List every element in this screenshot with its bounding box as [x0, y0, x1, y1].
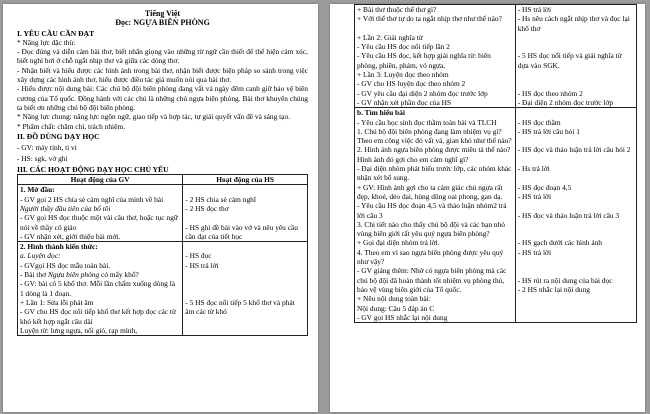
cell-line: - HS trả lời: [185, 260, 219, 270]
cell-line: 1. Mở đầu:: [20, 185, 55, 195]
cell-line: [518, 201, 634, 210]
cell-line: [357, 24, 513, 33]
cell-line: - 5 HS đọc nối tiếp 5 khổ thơ và phát âm các từ khó: [185, 297, 295, 317]
teacher-activity-cell: [355, 108, 516, 323]
cell-line: + GV: Hình ảnh gợi cho ta cảm giác chú ngựa rất đẹp, khoẻ, dẻo dai, hùng dũng oai phong, gan dạ.: [357, 182, 503, 201]
cell-line: - 2 HS đọc thơ: [185, 203, 229, 213]
cell-line: [185, 279, 305, 288]
student-activity-cell: [515, 108, 636, 323]
cell-line: [518, 33, 634, 42]
cell-line: - HS đọc: [185, 251, 212, 261]
cell-line: - GV nhận xét phần đọc của HS: [357, 97, 452, 107]
cell-line: - Yêu cầu HS đọc nối tiếp lần 2: [357, 42, 450, 52]
teacher-activity-cell: [18, 242, 183, 336]
cell-line: - HS đọc và thảo luận trả lời câu 3: [517, 210, 620, 220]
column-header-student: Hoạt động của HS: [183, 175, 308, 185]
cell-line: - HS trả lời: [517, 247, 551, 257]
cell-line: [518, 220, 634, 229]
objective-bullet: - Đọc đúng và diễn cảm bài thơ, biết nhấn giọng vào những từ ngữ cần thiết để thể hiện cảm xúc, biết nghỉ hơi ở chỗ ngắt nhịp thơ và giữa các dòng thơ.: [17, 47, 308, 66]
cell-line: - HS trả lời: [517, 5, 551, 14]
cell-line: 2. Hình ảnh ngựa biên phòng được miêu tả thế nào? Hình ảnh đó gợi cho em cảm nghĩ gì?: [357, 145, 511, 164]
table-row: [355, 5, 637, 108]
cell-line: - HS đọc thầm: [517, 117, 561, 127]
cell-line: 2. Hình thành kiến thức:: [20, 242, 98, 252]
qualities: * Phẩm chất: chăm chỉ, trách nhiệm.: [17, 121, 125, 131]
cell-line: 4. Theo em vì sao ngựa biên phòng được yêu quý như vậy?: [357, 247, 504, 267]
cell-line: + Gọi đại diện nhóm trả lời.: [357, 238, 440, 248]
cell-line: - GV gọi HS đọc thuộc một vài câu thơ, hoặc tục ngữ nói về thầy cô giáo: [20, 213, 178, 232]
cell-line: b. Tìm hiểu bài: [357, 108, 405, 118]
lesson-title: Đọc: NGỰA BIÊN PHÒNG: [115, 18, 210, 28]
subject-heading: Tiếng Việt: [144, 9, 181, 18]
cell-line: [518, 70, 634, 79]
table-row: [355, 108, 637, 323]
cell-line: - Yêu cầu HS đọc, kết hợp giải nghĩa từ: biên phòng, phiên, phảm, vó ngựa,: [357, 51, 491, 70]
cell-line: - Đại diện 2 nhóm đọc trước lớp: [517, 97, 614, 107]
cell-line: - 2 HS chia sẻ cảm nghĩ: [185, 194, 256, 204]
cell-line: - HS đọc đoạn 4,5: [517, 182, 572, 192]
cell-line: [518, 108, 634, 117]
cell-line: - HS đọc và thảo luận trả lời câu hỏi 2: [517, 145, 631, 155]
general-competence: * Năng lực chung: năng lực ngôn ngữ, giao tiếp và hợp tác, tự giải quyết vấn đề và sáng tạo.: [17, 112, 290, 122]
cell-line: - GV giảng thêm: Nhờ có ngựa biên phòng mà các chú bộ đội đã hoàn thành tốt nhiệm vụ phòng thủ, bảo vệ vùng biên giới của Tổ quốc.: [357, 266, 507, 294]
cell-line: - 2 HS nhắc lại nội dung: [517, 284, 590, 294]
activities-table: [17, 174, 308, 336]
competence-heading: * Năng lực đặc thù:: [17, 37, 76, 47]
equipment-item: - GV: máy tính, ti vi: [17, 143, 77, 153]
cell-line: Luyện từ: lưng ngựa, nối gió, rạp mình,: [20, 325, 138, 335]
cell-line: - HS trả lời câu hỏi 1: [517, 126, 580, 136]
student-activity-cell: [183, 242, 308, 336]
cell-line: [518, 257, 634, 266]
cell-line: [185, 213, 305, 222]
section-equipment-heading: II. ĐỒ DÙNG DẠY HỌC: [17, 131, 100, 141]
cell-line: [185, 270, 305, 279]
table-header-row: [18, 175, 308, 185]
cell-line: - HS ghi đề bài vào vở và nêu yêu cầu cần đạt của tiết học: [185, 222, 298, 241]
cell-line: [518, 155, 634, 164]
section-objectives-heading: I. YÊU CẦU CẦN ĐẠT: [17, 28, 95, 38]
cell-line: 1. Chú bộ đội biên phòng đang làm nhiệm vụ gì? Theo em công việc đó vất vả, gian khó như thế nào?: [357, 126, 512, 146]
cell-line: [518, 266, 634, 275]
cell-line: - Đại diện nhóm phát biểu trước lớp, các nhóm khác nhận xét bổ sung.: [357, 164, 512, 183]
cell-line: + Lần 2: Giải nghĩa từ: [357, 32, 423, 42]
objective-bullet: - Nhận biết và hiểu được các hình ảnh trong bài thơ, nhận biết được biện pháp so sánh trong việc xây dựng các hình ảnh thơ, hiểu được điều tác giả muốn nói qua bài thơ.: [17, 65, 308, 85]
student-activity-cell: [183, 185, 308, 242]
cell-line: - GVgọi HS đọc mẫu toàn bài.: [20, 260, 111, 270]
document-page-right: [330, 4, 645, 412]
cell-line: - 5 HS đọc nối tiếp và giải nghĩa từ dựa vào SGK.: [517, 51, 622, 70]
objective-bullet: - Hiểu được nội dung bài: Các chú bộ đội biên phòng đang vất vả ngày đêm canh giữ bảo vệ biên cương của Tổ quốc. Đồng hành với các chú là những chú ngựa biên phòng. Bài thơ khuyên chúng ta biết ơn những chú bộ đội biên phòng.: [17, 84, 308, 112]
document-page-left: [3, 4, 318, 412]
cell-line: [518, 229, 634, 238]
cell-line: - GV: bài có 5 khổ thơ. Mỗi lần chấm xuống dòng là 1 dòng là 1 đoạn.: [20, 279, 176, 298]
cell-line: - Yêu cầu học sinh đọc thầm toàn bài và TLCH: [357, 117, 497, 127]
cell-line: [185, 289, 305, 298]
cell-line: [185, 242, 305, 251]
cell-line: [185, 185, 305, 194]
student-activity-cell: [515, 5, 636, 108]
cell-line: [518, 136, 634, 145]
cell-line: 3. Chi tiết nào cho thấy chú bộ đội và các bạn nhỏ vùng biên giới rất yêu quý ngựa biên phòng?: [357, 219, 505, 239]
cell-line: - Hs nêu cách ngắt nhịp thơ và đọc lại khổ thơ: [517, 14, 630, 33]
cell-line: - GV yêu cầu đại diện 2 nhóm đọc trước lớp: [357, 88, 488, 98]
table-row: [18, 185, 308, 242]
cell-line: - Yêu cầu HS đọc đoạn 4,5 và thảo luận nhóm2 trả lời câu 3: [357, 201, 507, 220]
cell-line: - GV gọi 2 HS chia sẻ cảm nghĩ của mình về bài Người thầy đầu tiên của bố tôi: [20, 194, 164, 213]
section-activities-heading: III. CÁC HOẠT ĐỘNG DẠY HỌC CHỦ YẾU: [17, 164, 169, 174]
cell-line: - HS đọc theo nhóm 2: [517, 88, 583, 98]
cell-line: [518, 173, 634, 182]
table-row: [18, 242, 308, 336]
cell-line: + Lần 3: Luyện đọc theo nhóm: [357, 70, 449, 80]
cell-line: - Hs trả lời: [517, 164, 550, 174]
teacher-activity-cell: [355, 5, 516, 108]
cell-line: [518, 79, 634, 88]
cell-line: - HS gạch dưới các hình ảnh: [517, 238, 602, 248]
cell-line: a. Luyện đọc:: [20, 251, 61, 261]
column-header-teacher: Hoạt động của GV: [18, 175, 183, 185]
cell-line: [518, 42, 634, 51]
cell-line: - GV nhận xét, giới thiệu bài mới.: [20, 231, 121, 241]
cell-line: Nội dung: Câu 5 đáp án C: [357, 303, 435, 313]
cell-line: + Nêu nội dung toàn bài:: [357, 294, 431, 304]
cell-line: + Với thể thơ tự do ta ngắt nhịp thơ như thế nào?: [357, 14, 502, 24]
cell-line: + Lần 1: Sửa lỗi phát âm: [20, 297, 94, 307]
teacher-activity-cell: [18, 185, 183, 242]
equipment-item: - HS: sgk, vở ghi: [17, 154, 68, 164]
activities-table-continued: [354, 4, 637, 323]
cell-line: - GV cho HS luyện đọc theo nhóm 2: [357, 79, 466, 89]
cell-line: - Bài thơ Ngựa biên phòng có mấy khổ?: [20, 270, 139, 280]
cell-line: - GV gọi HS nhắc lại nội dung: [357, 312, 448, 322]
cell-line: - GV cho HS đọc nối tiếp khổ thơ kết hợp đọc các từ khó kết hợp ngắt câu dài: [20, 307, 176, 326]
cell-line: - HS trả lời: [517, 191, 551, 201]
cell-line: + Bài thơ thuộc thể thơ gì?: [357, 5, 437, 14]
cell-line: - HS rút ra nội dung của bài đọc: [517, 275, 613, 285]
